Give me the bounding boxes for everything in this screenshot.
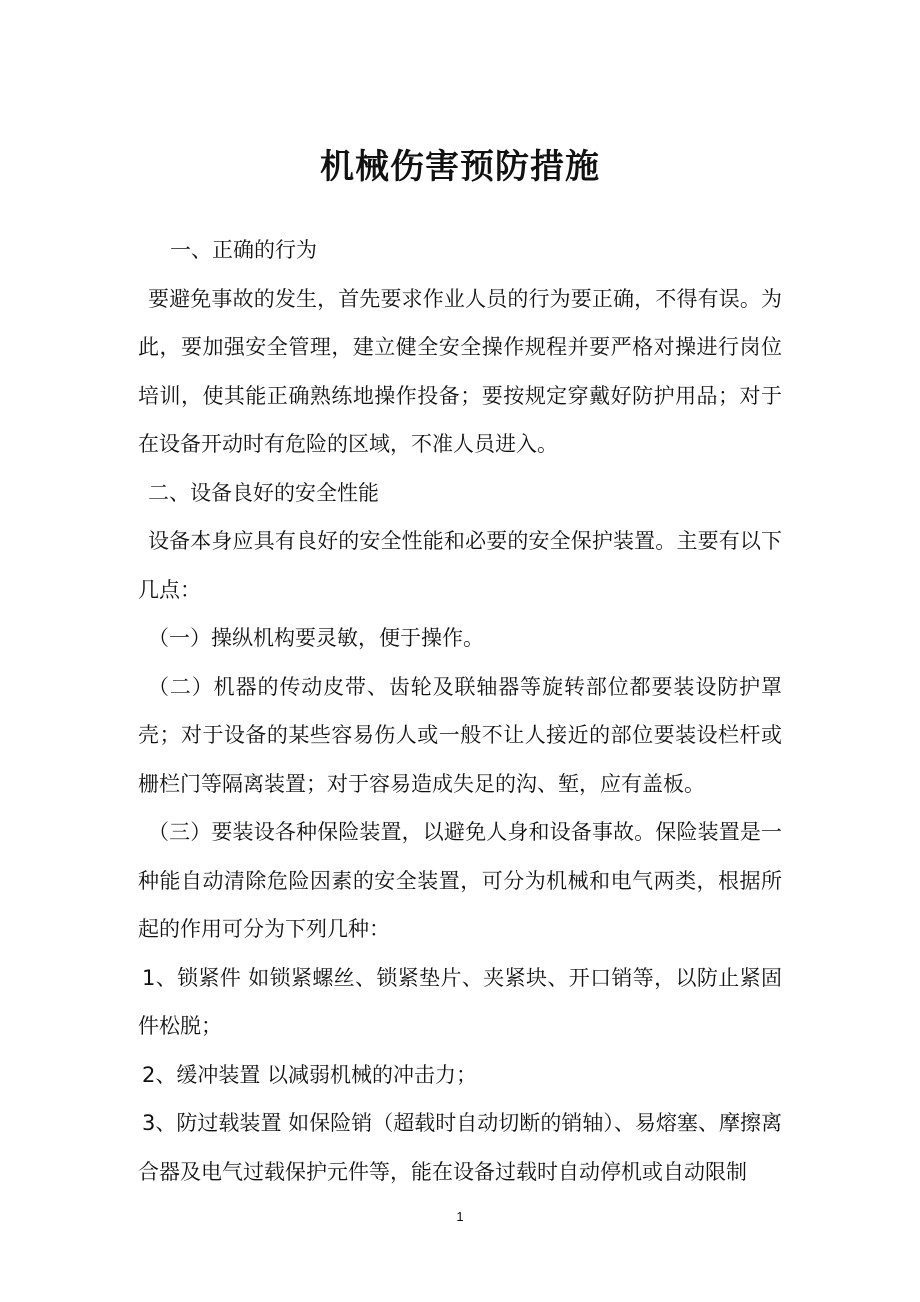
document-body — [138, 226, 782, 1196]
page-title: 机械伤害预防措施 — [320, 147, 600, 187]
list-item-locking-parts: 1、锁紧件 如锁紧螺丝、锁紧垫片、夹紧块、开口销等，以防止紧固件松脱； — [138, 965, 782, 1038]
list-item-overload: 3、防过载装置 如保险销（超载时自动切断的销轴）、易熔塞、摩擦离合器及电气过载保护元件等，能在设备过载时自动停机或自动限制 — [138, 1111, 782, 1184]
list-item-safety-devices: （三）要装设各种保险装置，以避免人身和设备事故。保险装置是一种能自动清除危险因素的安全装置，可分为机械和电气两类，根据所起的作用可分为下列几种： — [138, 820, 782, 941]
paragraph-equipment-intro: 设备本身应具有良好的安全性能和必要的安全保护装置。主要有以下几点： — [138, 529, 782, 602]
page-number: 1 — [456, 1209, 464, 1224]
list-item-controls: （一）操纵机构要灵敏，便于操作。 — [148, 626, 484, 650]
list-item-guards: （二）机器的传动皮带、齿轮及联轴器等旋转部位都要装设防护罩壳；对于设备的某些容易伤人或一般不让人接近的部位要装设栏杆或栅栏门等隔离装置；对于容易造成失足的沟、堑，应有盖板。 — [138, 674, 782, 796]
list-item-buffer: 2、缓冲装置 以减弱机械的冲击力； — [142, 1062, 478, 1087]
section-heading-correct-behavior: 一、正确的行为 — [170, 238, 317, 262]
paragraph-behavior: 要避免事故的发生，首先要求作业人员的行为要正确，不得有误。为此，要加强安全管理，建立健全安全操作规程并要严格对操进行岗位培训，使其能正确熟练地操作投备；要按规定穿戴好防护用品；对于在设备开动时有危险的区域，不准人员进入。 — [138, 286, 782, 456]
section-heading-equipment-safety: 二、设备良好的安全性能 — [148, 480, 379, 505]
